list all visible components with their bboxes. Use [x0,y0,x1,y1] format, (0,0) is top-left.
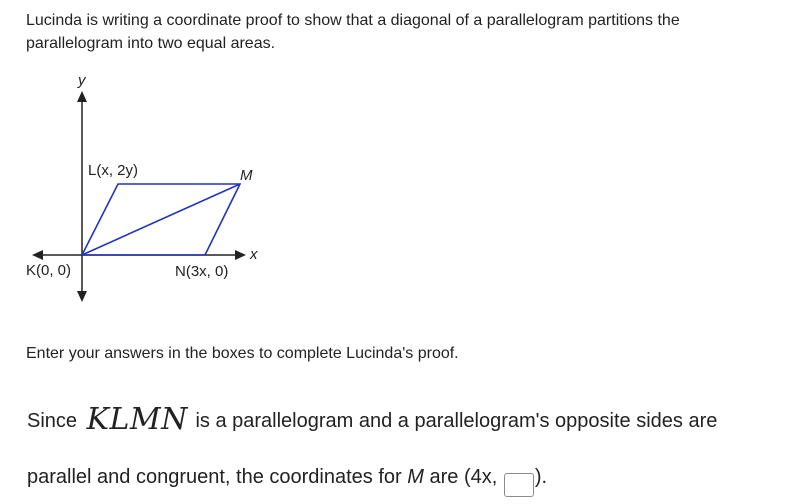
y-axis-label: y [78,72,86,89]
proof-statement-line-1 [27,402,797,437]
line2-text-before: parallel and congruent, the coordinates for [27,466,408,488]
point-label-k: K(0, 0) [26,262,72,279]
diagonal-km [82,184,240,255]
y-axis-arrow-down [77,291,87,302]
line1-text-before: Since [27,410,83,432]
shape-name: KLMN [86,402,188,437]
x-axis-arrow-left [32,250,43,260]
coordinate-figure [0,70,300,310]
point-label-l: L(x, 2y) [88,162,139,179]
line2-text-after: ). [534,466,548,488]
question-intro: Lucinda is writing a coordinate proof to show that a diagonal of a parallelogram partitions the parallelogram into two equal areas. [26,12,680,52]
point-name: M [407,466,424,488]
line1-text-after: is a parallelogram and a parallelogram's opposite sides are [189,410,718,432]
y-axis-arrow-up [77,91,87,102]
proof-statement-line-2 [27,466,797,497]
point-label-m: M [240,167,253,184]
question-instruction: Enter your answers in the boxes to complete Lucinda's proof. [26,345,459,362]
x-axis-label: x [250,246,258,263]
m-y-coordinate-answer-input[interactable] [504,473,534,497]
line2-text-mid: are (4x, [423,466,503,488]
x-axis-arrow-right [235,250,246,260]
point-label-n: N(3x, 0) [175,263,229,280]
